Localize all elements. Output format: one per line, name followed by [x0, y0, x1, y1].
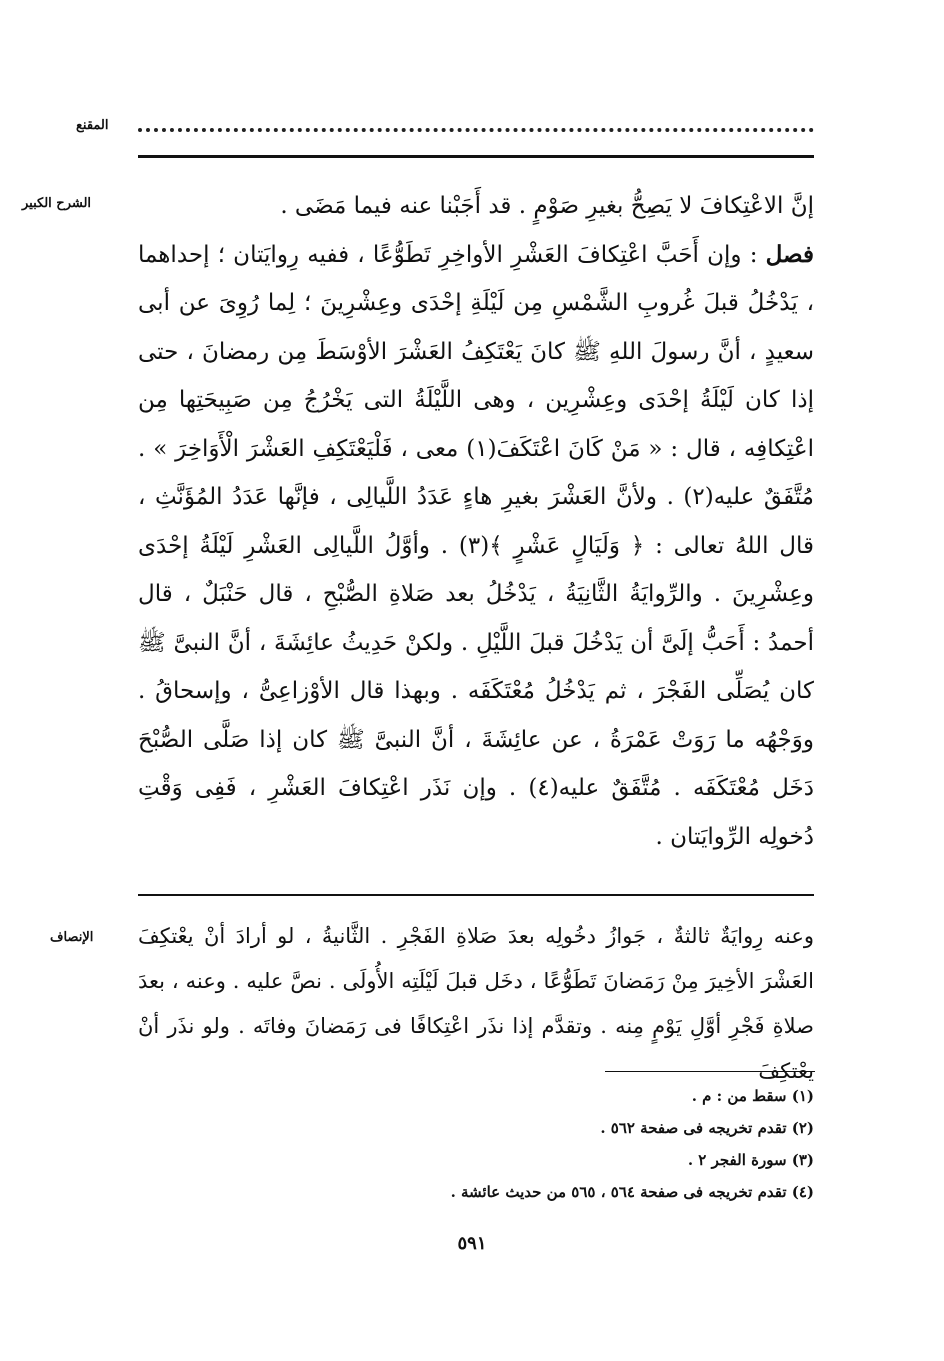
header-rule: [138, 155, 814, 158]
fasl-heading: فصل: [765, 240, 814, 268]
book-title: المقنع: [76, 118, 109, 133]
page-number: ٥٩١: [457, 1233, 487, 1254]
footnote-1: (١) سقط من : م .: [691, 1087, 814, 1105]
dotted-leader: [138, 116, 814, 132]
side-label-insaf: الإنصاف: [50, 930, 94, 945]
fasl-body: : وإن أَحَبَّ اعْتِكافَ العَشْرِ الأواخِرِ تَطَوُّعًا ، ففيه رِوايَتان ؛ إحداهما ، يَدْخُلُ قبلَ غُروبِ الشَّمْسِ مِن لَيْلَةِ إحْدَى وعِشْرِينَ ؛ لِما رُوِىَ عن أبى سعيدٍ ، أنَّ رسولَ اللهِ ﷺ كانَ يَعْتَكِفُ العَشْرَ الأوْسَطَ مِن رمضانَ ، حتى إذا كان لَيْلَةُ إحْدَى وعِشْرِين ، وهى اللَّيْلَةُ التى يَخْرُجُ مِن صَبِيحَتِها مِن اعْتِكافِه ، قال : « مَنْ كَانَ اعْتَكَفَ(١) معى ، فَلْيَعْتَكِفِ العَشْرَ الْأَوَاخِرَ » . مُتَّفَقٌ عليه(٢) . ولأنَّ العَشْرَ بغيرِ هاءٍ عَدَدُ اللَّيالِى ، فإنَّها عَدَدُ المُؤَنَّثِ ، قال اللهُ تعالى : ﴿ وَلَيَالٍ عَشْرٍ ﴾(٣) . وأوَّلُ اللَّيالِى العَشْرِ لَيْلَةُ إحْدَى وعِشْرِينَ . والرِّوايَةُ الثَّانِيَةُ ، يَدْخُلُ بعد صَلاةِ الصُّبْحِ ، قال حَنْبَلٌ ، قال أحمدُ : أَحَبُّ إلَىَّ أن يَدْخُلَ قبلَ اللَّيْلِ . ولكنْ حَدِيثُ عائِشَةَ ، أنَّ النبىَّ ﷺ كان يُصَلِّى الفَجْرَ ، ثم يَدْخُلُ مُعْتَكَفَه . وبهذا قال الأوْزاعِىُّ ، وإسحاقُ . ووَجْهُه ما رَوَتْ عَمْرَةُ ، عن عائِشَةَ ، أنَّ النبىَّ ﷺ كان إذا صَلَّى الصُّبْحَ دَخَل مُعْتَكَفَه . مُتَّفَقٌ عليه(٤) . وإن نَذَر اعْتِكافَ العَشْرِ ، فَفِى وَقْتِ دُخولِه الرِّوايَتان .: [138, 241, 814, 850]
footnote-rule: [605, 1071, 815, 1072]
main-paragraph-1: إنَّ الاعْتِكافَ لا يَصِحُّ بغيرِ صَوْمٍ . قد أَجَبْنا عنه فيما مَضَى .: [280, 193, 814, 219]
footnote-3: (٣) سورة الفجر ٢ .: [687, 1151, 814, 1169]
section-rule: [138, 894, 814, 896]
main-paragraph-2: [138, 231, 814, 862]
side-label-sharh: الشرح الكبير: [22, 196, 92, 211]
insaf-text: وعنه رِوايَةٌ ثالثةٌ ، جَوازُ دخُولِه بعدَ صَلاةِ الفَجْرِ . الثَّانيةُ ، لو أرادَ أنْ يعْتكِفَ العَشْرَ الأخِيرَ مِنْ رَمَضانَ تَطَوُّعًا ، دخَل قبلَ لَيْلَتِه الأُولَى . نصَّ عليه . وعنه ، بعدَ صلاةِ فَجْرِ أوَّلِ يَوْمٍ مِنه . وتقدَّم إذا نذَر اعْتِكافًا فى رَمَضانَ وفاتَه . ولو نذَر أنْ يعْتكِفَ: [138, 924, 814, 1083]
footnote-4: (٤) تقدم تخريجه فى صفحة ٥٦٤ ، ٥٦٥ من حديث عائشة .: [450, 1183, 814, 1201]
footnotes: [380, 1080, 814, 1208]
main-text: [138, 182, 814, 861]
footnote-2: (٢) تقدم تخريجه فى صفحة ٥٦٢ .: [600, 1119, 814, 1137]
